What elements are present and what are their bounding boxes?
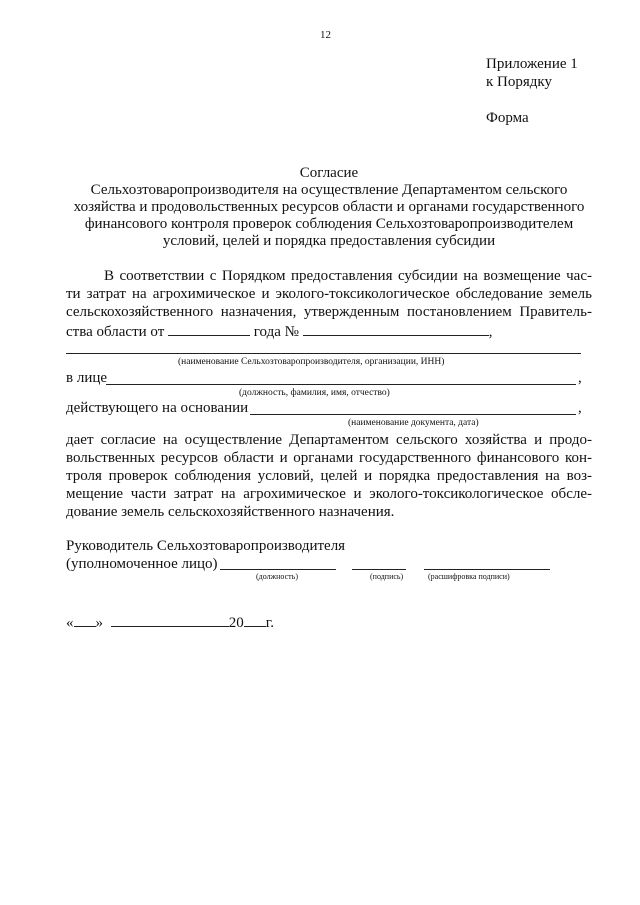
signature-decode-line[interactable]: [424, 569, 550, 570]
decode-caption: (расшифровка подписи): [428, 572, 510, 581]
signer-title: Руководитель Сельхозтоваропроизводителя: [66, 538, 346, 554]
consent-line: троля проверок соблюдения условий, целей и порядка предоставления на воз-: [66, 468, 592, 484]
intro-line: сельскохозяйственного назначения, утвержденным постановлением Правитель-: [66, 304, 592, 320]
signer-subtitle: (уполномоченное лицо): [66, 556, 218, 572]
comma: ,: [578, 370, 582, 386]
position-caption: (должность): [256, 572, 298, 581]
close-quote: »: [95, 615, 103, 631]
year-prefix: 20: [228, 615, 244, 631]
signature-caption: (подпись): [370, 572, 404, 581]
month-blank[interactable]: [111, 613, 229, 627]
basis-label: действующего на основании: [66, 400, 249, 416]
position-line[interactable]: [220, 569, 336, 570]
consent-line: мещение части затрат на агрохимическое и эколого-токсикологическое обсле-: [66, 486, 592, 502]
intro-line: В соответствии с Порядком предоставления субсидии на возмещение час-: [104, 268, 592, 284]
intro-text: ,: [488, 324, 493, 340]
form-label: Форма: [486, 110, 529, 126]
title-line: финансового контроля проверок соблюдения Сельхозтоваропроизводителем: [84, 216, 574, 232]
comma: ,: [578, 400, 582, 416]
appendix-label: Приложение 1: [486, 56, 578, 72]
title-line: Сельхозтоваропроизводителя на осуществление Департаментом сельского: [90, 182, 568, 198]
year-suffix: г.: [265, 615, 274, 631]
title-line: хозяйства и продовольственных ресурсов области и органами государственного: [73, 199, 585, 215]
decree-number-blank[interactable]: [303, 322, 489, 336]
title-line: условий, целей и порядка предоставления субсидии: [162, 233, 496, 249]
consent-line: вольственных ресурсов области и органами государственного финансового кон-: [66, 450, 592, 466]
intro-line: ти затрат на агрохимическое и эколого-токсикологическое обследование земель: [66, 286, 592, 302]
intro-line-with-blanks: [66, 322, 492, 341]
organization-name-line[interactable]: [66, 353, 581, 354]
basis-line[interactable]: [250, 414, 576, 415]
year-blank[interactable]: [244, 613, 266, 627]
basis-caption: (наименование документа, дата): [348, 418, 479, 428]
date-line: [66, 613, 274, 632]
document-title: Согласие: [299, 165, 359, 181]
person-label: в лице: [66, 370, 108, 386]
open-quote: «: [66, 615, 74, 631]
person-caption: (должность, фамилия, имя, отчество): [239, 388, 390, 398]
person-line[interactable]: [106, 384, 576, 385]
consent-line: дает согласие на осуществление Департаментом сельского хозяйства и продо-: [66, 432, 592, 448]
order-reference: к Порядку: [486, 74, 552, 90]
intro-text: года №: [253, 324, 299, 340]
date-blank[interactable]: [168, 322, 250, 336]
organization-name-caption: (наименование Сельхозтоваропроизводителя, организации, ИНН): [178, 357, 445, 367]
day-blank[interactable]: [74, 613, 96, 627]
signature-line[interactable]: [352, 569, 406, 570]
page-number: 12: [320, 29, 331, 41]
consent-line: дование земель сельскохозяйственного назначения.: [66, 504, 395, 520]
intro-text: ства области от: [66, 324, 165, 340]
